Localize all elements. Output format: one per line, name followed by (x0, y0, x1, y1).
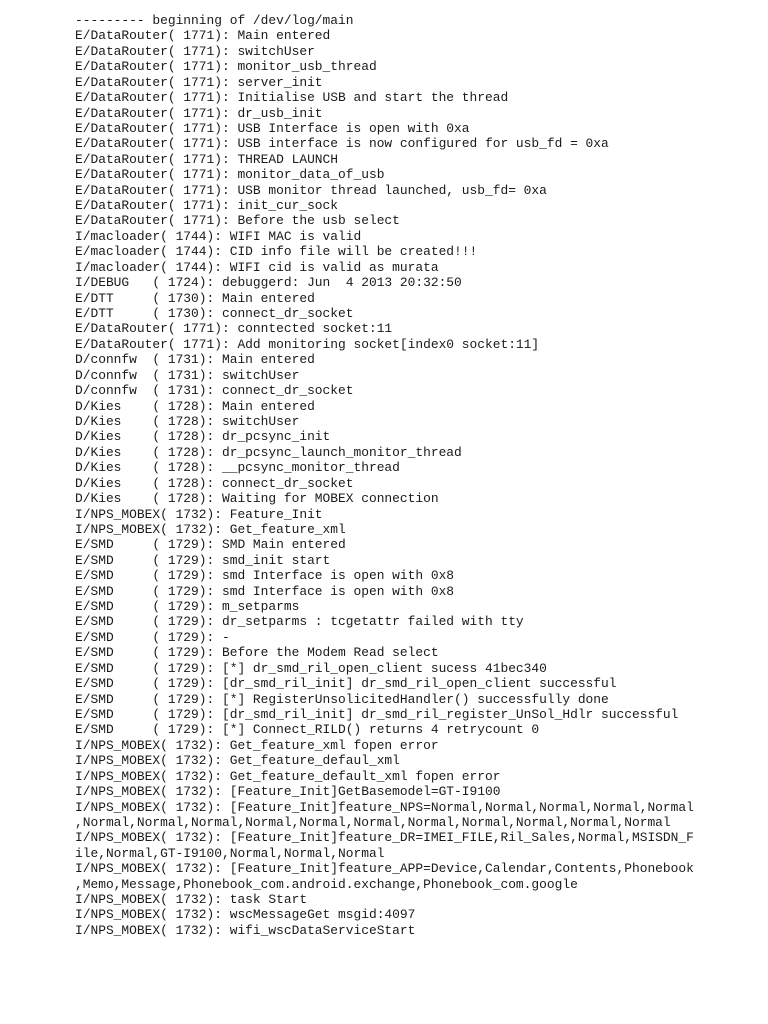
log-line: I/NPS_MOBEX( 1732): Feature_Init (75, 506, 323, 522)
log-line: E/SMD ( 1729): [*] Connect_RILD() returns 4 retrycount 0 (75, 722, 540, 738)
log-line: ,Normal,Normal,Normal,Normal,Normal,Normal,Normal,Normal,Normal,Normal,Normal (75, 814, 671, 830)
log-line: I/NPS_MOBEX( 1732): [Feature_Init]feature_APP=Device,Calendar,Contents,Phonebook (75, 861, 694, 877)
log-line: E/DataRouter( 1771): Main entered (75, 28, 331, 44)
log-line: E/SMD ( 1729): [*] dr_smd_ril_open_client sucess 41bec340 (75, 660, 547, 676)
log-line: E/SMD ( 1729): - (75, 629, 230, 645)
log-line: I/NPS_MOBEX( 1732): [Feature_Init]feature_DR=IMEI_FILE,Ril_Sales,Normal,MSISDN_F (75, 830, 694, 846)
log-line: I/NPS_MOBEX( 1732): Get_feature_default_xml fopen error (75, 768, 501, 784)
log-line: E/DataRouter( 1771): USB monitor thread launched, usb_fd= 0xa (75, 182, 547, 198)
log-line: D/Kies ( 1728): Waiting for MOBEX connection (75, 491, 439, 507)
log-line: E/DataRouter( 1771): Add monitoring socket[index0 socket:11] (75, 336, 540, 352)
log-line: E/DataRouter( 1771): init_cur_sock (75, 198, 339, 214)
log-line: I/NPS_MOBEX( 1732): Get_feature_xml fopen error (75, 737, 439, 753)
log-line: ile,Normal,GT-I9100,Normal,Normal,Normal (75, 845, 385, 861)
log-line: E/DataRouter( 1771): Initialise USB and start the thread (75, 90, 509, 106)
log-line: I/NPS_MOBEX( 1732): wifi_wscDataServiceStart (75, 922, 416, 938)
log-line: E/DataRouter( 1771): monitor_usb_thread (75, 59, 377, 75)
log-line: E/DTT ( 1730): connect_dr_socket (75, 306, 354, 322)
log-line: I/macloader( 1744): WIFI MAC is valid (75, 228, 362, 244)
log-line: D/connfw ( 1731): connect_dr_socket (75, 383, 354, 399)
log-line: E/macloader( 1744): CID info file will be created!!! (75, 244, 478, 260)
log-line: E/DataRouter( 1771): dr_usb_init (75, 105, 323, 121)
log-document (75, 13, 755, 938)
log-line: I/macloader( 1744): WIFI cid is valid as murata (75, 259, 439, 275)
log-line: E/SMD ( 1729): SMD Main entered (75, 537, 346, 553)
log-line: E/SMD ( 1729): [dr_smd_ril_init] dr_smd_ril_open_client successful (75, 676, 617, 692)
log-line: I/NPS_MOBEX( 1732): wscMessageGet msgid:4097 (75, 907, 416, 923)
log-line: --------- beginning of /dev/log/main (75, 13, 354, 28)
log-line: E/DataRouter( 1771): USB interface is now configured for usb_fd = 0xa (75, 136, 609, 152)
log-line: ,Memo,Message,Phonebook_com.android.exchange,Phonebook_com.google (75, 876, 578, 892)
log-line: D/Kies ( 1728): Main entered (75, 398, 315, 414)
log-line: I/NPS_MOBEX( 1732): Get_feature_xml (75, 521, 346, 537)
log-line: E/DataRouter( 1771): monitor_data_of_usb (75, 167, 385, 183)
log-line: E/DataRouter( 1771): USB Interface is open with 0xa (75, 120, 470, 136)
log-line: D/connfw ( 1731): switchUser (75, 367, 300, 383)
log-line: E/DTT ( 1730): Main entered (75, 290, 315, 306)
log-line: E/DataRouter( 1771): switchUser (75, 43, 315, 59)
log-line: I/NPS_MOBEX( 1732): Get_feature_defaul_xml (75, 753, 400, 769)
log-line: E/SMD ( 1729): smd Interface is open with 0x8 (75, 583, 455, 599)
log-line: D/Kies ( 1728): connect_dr_socket (75, 475, 354, 491)
log-line: D/Kies ( 1728): dr_pcsync_init (75, 429, 331, 445)
log-line: E/SMD ( 1729): Before the Modem Read select (75, 645, 439, 661)
log-line: D/Kies ( 1728): switchUser (75, 413, 300, 429)
log-line: E/DataRouter( 1771): server_init (75, 74, 323, 90)
log-line: E/SMD ( 1729): [*] RegisterUnsolicitedHandler() successfully done (75, 691, 609, 707)
log-line: E/SMD ( 1729): dr_setparms : tcgetattr failed with tty (75, 614, 524, 630)
log-line: I/NPS_MOBEX( 1732): [Feature_Init]feature_NPS=Normal,Normal,Normal,Normal,Normal (75, 799, 694, 815)
log-line: D/connfw ( 1731): Main entered (75, 352, 315, 368)
log-line: E/SMD ( 1729): [dr_smd_ril_init] dr_smd_ril_register_UnSol_Hdlr successful (75, 706, 679, 722)
log-line: D/Kies ( 1728): __pcsync_monitor_thread (75, 460, 400, 476)
log-line: I/NPS_MOBEX( 1732): task Start (75, 892, 308, 908)
log-line: I/NPS_MOBEX( 1732): [Feature_Init]GetBasemodel=GT-I9100 (75, 784, 501, 800)
log-line: E/SMD ( 1729): smd Interface is open with 0x8 (75, 568, 455, 584)
log-line: E/DataRouter( 1771): THREAD LAUNCH (75, 151, 339, 167)
log-line: E/SMD ( 1729): smd_init start (75, 552, 331, 568)
log-line: E/SMD ( 1729): m_setparms (75, 599, 300, 615)
log-line: E/DataRouter( 1771): Before the usb select (75, 213, 400, 229)
log-line: I/DEBUG ( 1724): debuggerd: Jun 4 2013 20:32:50 (75, 275, 462, 291)
log-line: E/DataRouter( 1771): conntected socket:11 (75, 321, 393, 337)
log-line: D/Kies ( 1728): dr_pcsync_launch_monitor_thread (75, 444, 462, 460)
